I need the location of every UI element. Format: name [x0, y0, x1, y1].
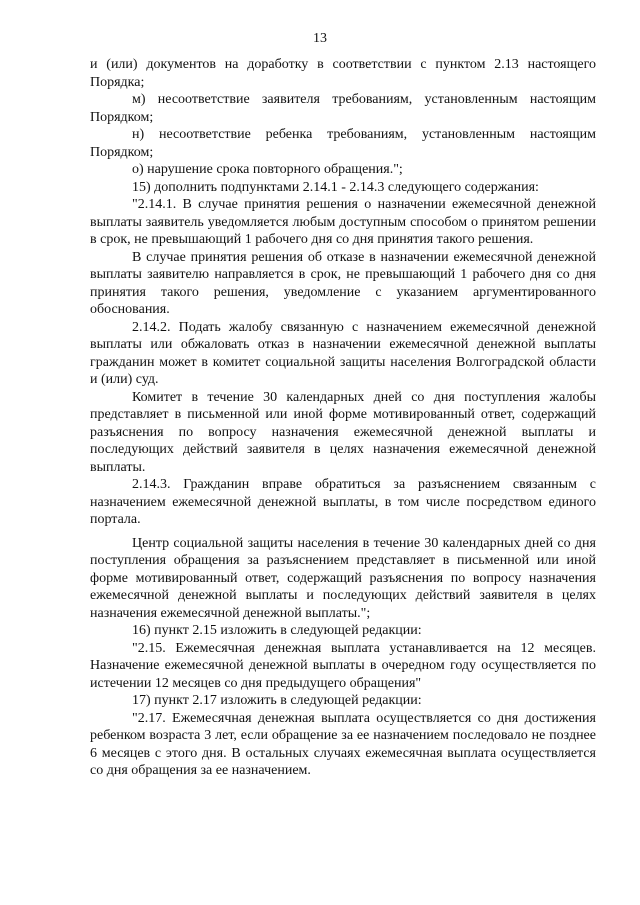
paragraph-item-n: н) несоответствие ребенка требованиям, установленным настоящим Порядком;: [90, 127, 596, 160]
paragraph-amendment-16: 16) пункт 2.15 изложить в следующей редакции:: [132, 623, 422, 638]
paragraph-2-14-2: 2.14.2. Подать жалобу связанную с назначением ежемесячной денежной выплаты или обжаловать отказ в назначении ежемесячной денежной выплаты гражданин может в комитет социальной защиты населения Волгоградской области и (или) суд.: [90, 319, 596, 387]
paragraph-amendment-15: 15) дополнить подпунктами 2.14.1 - 2.14.3 следующего содержания:: [132, 179, 539, 195]
document-body: [90, 56, 596, 780]
paragraph-2-17: "2.17. Ежемесячная денежная выплата осуществляется со дня достижения ребенком возраста 3 лет, если обращение за ее назначением последовало не позднее 6 месяцев с этого дня. В остальных случаях ежемесячная выплата осуществляется со дня обращения за ее назначением.: [90, 710, 596, 778]
paragraph-continuation-2-13: и (или) документов на доработку в соответствии с пунктом 2.13 настоящего Порядка;: [90, 57, 596, 90]
paragraph-amendment-17: 17) пункт 2.17 изложить в следующей редакции:: [132, 693, 422, 708]
paragraph-2-15: "2.15. Ежемесячная денежная выплата устанавливается на 12 месяцев. Назначение ежемесячной денежной выплаты в очередном году осуществляется по истечении 12 месяцев со дня предыдущего обращения": [90, 640, 596, 691]
paragraph-item-m: м) несоответствие заявителя требованиям, установленным настоящим Порядком;: [90, 92, 596, 125]
paragraph-committee-response: Комитет в течение 30 календарных дней со дня поступления жалобы представляет в письменной или иной форме мотивированный ответ, содержащий разъяснения по вопросу назначения ежемесячной денежной выплаты и последующих действий заявителя в целях назначения ежемесячной денежной выплаты.: [90, 389, 596, 475]
paragraph-2-14-3: 2.14.3. Гражданин вправе обратиться за разъяснением связанным с назначением ежемесячной денежной выплаты, в том числе посредством единого портала.: [90, 477, 596, 527]
page-number: 13: [313, 31, 327, 46]
paragraph-2-14-1: "2.14.1. В случае принятия решения о назначении ежемесячной денежной выплаты заявитель уведомляется любым доступным способом о принятом решении в срок, не превышающий 1 рабочего дня со дня принятия такого решения.: [90, 197, 596, 247]
paragraph-refusal-notice: В случае принятия решения об отказе в назначении ежемесячной денежной выплаты заявителю направляется в срок, не превышающий 1 рабочего дня со дня принятия такого решения, уведомление с указанием аргументированного обоснования.: [90, 249, 596, 317]
paragraph-center-response: Центр социальной защиты населения в течение 30 календарных дней со дня поступления обращения за разъяснением представляет в письменной или иной форме мотивированный ответ, содержащий разъяснения по вопросу назначения ежемесячной денежной выплаты и последующих действий заявителя в целях назначения ежемесячной денежной выплаты.";: [90, 535, 596, 621]
paragraph-item-o: о) нарушение срока повторного обращения.";: [132, 162, 403, 177]
